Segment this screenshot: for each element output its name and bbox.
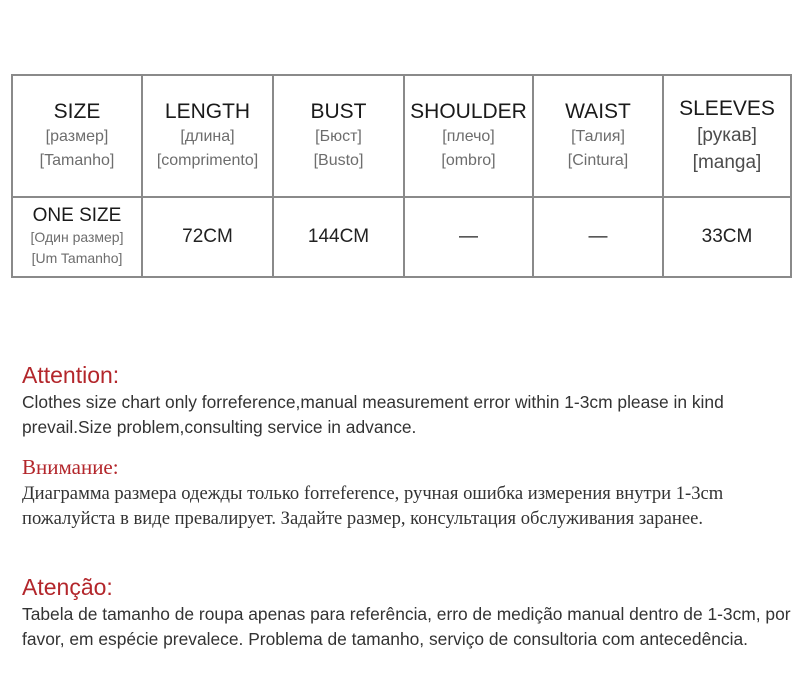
header-shoulder	[404, 75, 533, 197]
header-label: SIZE	[53, 100, 101, 123]
size-chart-table	[11, 74, 792, 278]
header-portuguese: [ombro]	[441, 152, 496, 169]
header-label: LENGTH	[164, 100, 251, 123]
note-title: Внимание:	[22, 455, 119, 479]
header-russian: [длина]	[180, 128, 235, 145]
table-header-row	[12, 75, 791, 197]
note-russian	[22, 454, 792, 531]
header-portuguese: [comprimento]	[156, 152, 259, 169]
note-body: Диаграмма размера одежды только forreference, ручная ошибка измерения внутри 1-3cm пожалуйста в виде превалирует. Задайте размер, консультация обслуживания заранее.	[22, 483, 724, 529]
size-russian: [Один размер]	[30, 229, 124, 245]
header-portuguese: [manga]	[692, 152, 762, 173]
note-english	[22, 360, 792, 440]
header-portuguese: [Cintura]	[567, 152, 629, 169]
header-russian: [плечо]	[442, 128, 495, 145]
header-russian: [Талия]	[571, 128, 625, 145]
note-portuguese	[22, 572, 792, 652]
note-title: Atenção:	[22, 574, 113, 600]
cell-waist: —	[533, 197, 663, 277]
size-portuguese: [Um Tamanho]	[31, 250, 123, 266]
header-bust	[273, 75, 404, 197]
header-portuguese: [Tamanho]	[39, 152, 115, 169]
header-label: SLEEVES	[679, 97, 775, 120]
note-body: Tabela de tamanho de roupa apenas para referência, erro de medição manual dentro de 1-3cm, por favor, em espécie prevalece. Problema de tamanho, serviço de consultoria com antecedência.	[22, 604, 791, 649]
header-label: SHOULDER	[410, 100, 527, 123]
header-sleeves	[663, 75, 791, 197]
header-portuguese: [Busto]	[313, 152, 364, 169]
header-russian: [Бюст]	[315, 128, 362, 145]
note-title: Attention:	[22, 362, 120, 388]
cell-bust: 144CM	[273, 197, 404, 277]
header-russian: [размер]	[45, 128, 109, 145]
header-size	[12, 75, 142, 197]
note-body: Clothes size chart only forreference,manual measurement error within 1-3cm please in kind prevail.Size problem,consulting service in advance.	[22, 392, 724, 437]
header-label: WAIST	[565, 100, 631, 123]
header-length	[142, 75, 273, 197]
header-russian: [рукав]	[697, 125, 757, 146]
header-waist	[533, 75, 663, 197]
cell-length: 72CM	[142, 197, 273, 277]
table-row	[12, 197, 791, 277]
size-value: ONE SIZE	[32, 205, 122, 226]
cell-shoulder: —	[404, 197, 533, 277]
cell-size	[12, 197, 142, 277]
cell-sleeves: 33CM	[663, 197, 791, 277]
header-label: BUST	[310, 100, 367, 123]
